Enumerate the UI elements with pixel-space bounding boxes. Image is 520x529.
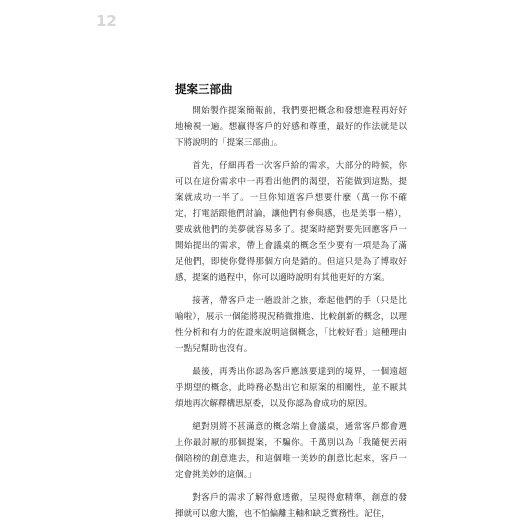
page-number: 12 [96, 12, 117, 30]
paragraph-step-three: 最後，再秀出你認為客戶應該要達到的境界，一個遠超乎期望的概念，此時務必點出它和原案的相關性，並不厭其煩地再次解釋構思原委，以及你認為會成功的原因。 [175, 367, 407, 409]
article-body [175, 82, 407, 529]
paragraph-step-one: 首先，仔細再看一次客戶給的需求，大部分的時候，你可以在這份需求中一再看出他們的渴望，若能做到這點，提案就成功一半了。一旦你知道客戶想要什麼（萬一你不確定，打電話跟他們討論，讓他們有參與感，也是美事一樁），要成就他們的美夢就容易多了。提案時絕對要先回應客戶一開始提出的需求，帶上會議桌的概念至少要有一項是為了滿足他們，即使你覺得那個方向是錯的。但這只是為了博取好感，提案的過程中，你可以適時說明有其他更好的方案。 [175, 161, 407, 283]
section-title: 提案三部曲 [175, 82, 233, 96]
paragraph-intro: 開始製作提案簡報前，我們要把概念和發想進程再好好地檢視一遍。想贏得客戶的好感和尊重，最好的作法就是以下將說明的「提案三部曲」。 [175, 106, 407, 148]
paragraph-warning: 絕對別將不甚滿意的概念端上會議桌，通常客戶都會選上你最討厭的那個提案，不騙你。千萬別以為「我隨便丟兩個陪榜的創意進去，和這個唯一美妙的創意比起來，客戶一定會挑美妙的這個。」 [175, 422, 407, 480]
paragraph-step-two: 接著，帶客戶走一趟設計之旅，牽起他們的手（只是比喻啦），展示一個能將現況稍微推進、比較創新的概念，以理性分析和有力的佐證來說明這個概念，「比較好看」這種理由一點兒幫助也沒有。 [175, 296, 407, 354]
paragraph-closing: 對客戶的需求了解得愈透徹，呈現得愈精準，創意的發揮就可以愈大膽，也不怕偏離主軸和缺乏實務性。記住， [175, 493, 407, 519]
